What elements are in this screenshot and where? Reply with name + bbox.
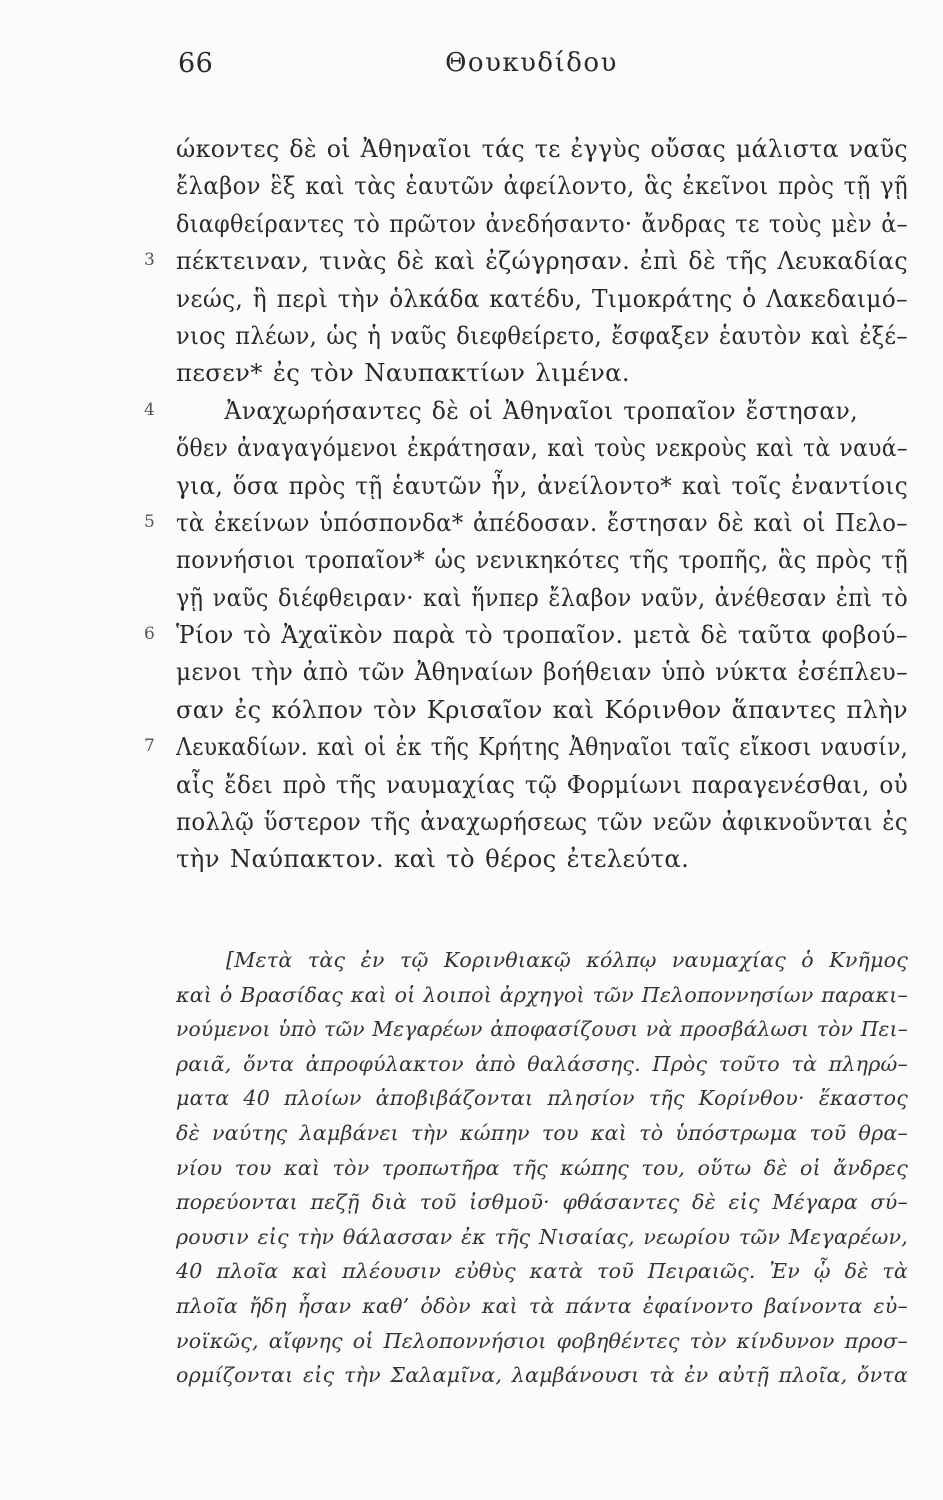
line-text: για, ὅσα πρὸς τῇ ἑαυτῶν ἦν, ἀνείλοντο* καὶ τοῖς ἐναντίοις: [176, 470, 908, 500]
text-line: [176, 317, 908, 354]
line-text: ὅθεν ἀναγαγόμενοι ἐκράτησαν, καὶ τοὺς νεκροὺς καὶ τὰ ναυά–: [176, 433, 908, 463]
text-line: [176, 167, 908, 204]
line-text: Λευκαδίων. καὶ οἱ ἐκ τῆς Κρήτης Ἀθηναῖοι ταῖς εἴκοσι ναυσίν,: [176, 732, 908, 762]
main-text: [144, 130, 908, 878]
text-line: [176, 691, 908, 728]
note-line-text: [Μετὰ τὰς ἐν τῷ Κορινθιακῷ κόλπῳ ναυμαχίας ὁ Κνῆμος: [226, 948, 908, 972]
text-line: [176, 840, 908, 877]
text-line: [176, 205, 908, 242]
text-line: [176, 280, 908, 317]
line-text: νεώς, ἣ περὶ τὴν ὁλκάδα κατέδυ, Τιμοκράτης ὁ Λακεδαιμό–: [176, 283, 908, 313]
note-line: [176, 1324, 908, 1359]
note-line: [176, 978, 908, 1013]
note-line: [176, 1220, 908, 1255]
note-line: [176, 1047, 908, 1082]
note-line-text: 40 πλοῖα καὶ πλέουσιν εὐθὺς κατὰ τοῦ Πειραιῶς. Ἐν ᾧ δὲ τὰ: [176, 1259, 908, 1284]
text-line: [176, 579, 908, 616]
note-line-text: νούμενοι ὑπὸ τῶν Μεγαρέων ἀποφασίζουσι νὰ προσβάλωσι τὸν Πει–: [176, 1017, 908, 1042]
line-text: ποννήσιοι τροπαῖον* ὡς νενικηκότες τῆς τροπῆς, ἃς πρὸς τῇ: [176, 545, 908, 575]
line-text: ἔλαβον ἓξ καὶ τὰς ἑαυτῶν ἀφείλοντο, ἃς ἐκεῖνοι πρὸς τῇ γῇ: [176, 171, 908, 201]
text-line: [176, 429, 908, 466]
line-text: Ἀναχωρήσαντες δὲ οἱ Ἀθηναῖοι τροπαῖον ἔστησαν,: [224, 395, 858, 425]
line-text: αἷς ἔδει πρὸ τῆς ναυμαχίας τῷ Φορμίωνι παραγενέσθαι, οὐ: [176, 769, 908, 799]
note-line: [176, 1012, 908, 1047]
note-line-text: ρουσιν εἰς τὴν θάλασσαν ἐκ τῆς Νισαίας, νεωρίου τῶν Μεγαρέων,: [176, 1224, 908, 1249]
section-number: 5: [144, 511, 156, 532]
line-text: νιος πλέων, ὡς ἡ ναῦς διεφθείρετο, ἔσφαξεν ἑαυτὸν καὶ ἐξέ–: [176, 320, 908, 350]
text-line: [176, 803, 908, 840]
section-number: 3: [144, 250, 156, 271]
note-line-text: πορεύονται πεζῇ διὰ τοῦ ἰσθμοῦ· φθάσαντες δὲ εἰς Μέγαρα σύ–: [176, 1190, 908, 1215]
text-line: [144, 616, 908, 653]
running-title: Θουκυδίδου: [445, 48, 618, 78]
note-line: [176, 1151, 908, 1186]
section-number: 4: [144, 399, 156, 420]
text-line: [176, 653, 908, 690]
page-header: [0, 48, 943, 88]
text-line: [144, 242, 908, 279]
note-line: [176, 1116, 908, 1151]
note-line: [176, 943, 908, 978]
note-line: [176, 1358, 908, 1393]
section-number: 6: [144, 624, 156, 645]
note-line-text: ματα 40 πλοίων ἀποβιβάζονται πλησίον τῆς Κορίνθου· ἕκαστος: [176, 1086, 908, 1111]
text-line: [176, 467, 908, 504]
line-text: τὴν Ναύπακτον. καὶ τὸ θέρος ἐτελεύτα.: [176, 844, 690, 874]
section-number: 7: [144, 736, 156, 757]
note-line-text: ραιᾶ, ὄντα ἀπροφύλακτον ἀπὸ θαλάσσης. Πρὸς τοῦτο τὰ πληρώ–: [176, 1051, 908, 1076]
note-line-text: ορμίζονται εἰς τὴν Σαλαμῖνα, λαμβάνουσι τὰ ἐν αὐτῇ πλοῖα, ὄντα: [176, 1363, 908, 1388]
text-line: [176, 766, 908, 803]
note-line: [176, 1254, 908, 1289]
text-line: [176, 130, 908, 167]
text-line: [144, 392, 908, 429]
note-line: [176, 1185, 908, 1220]
text-line: [144, 728, 908, 765]
note-line-text: καὶ ὁ Βρασίδας καὶ οἱ λοιποὶ ἀρχηγοὶ τῶν Πελοποννησίων παρακι–: [176, 982, 908, 1007]
page-number: 66: [178, 48, 214, 79]
line-text: διαφθείραντες τὸ πρῶτον ἀνεδήσαντο· ἄνδρας τε τοὺς μὲν ἀ–: [176, 208, 908, 238]
note-line: [176, 1289, 908, 1324]
line-text: πεσεν* ἐς τὸν Ναυπακτίων λιμένα.: [176, 358, 630, 388]
note-line-text: νίου του καὶ τὸν τροπωτῆρα τῆς κώπης του, οὕτω δὲ οἱ ἄνδρες: [176, 1155, 908, 1180]
line-text: σαν ἐς κόλπον τὸν Κρισαῖον καὶ Κόρινθον ἅπαντες πλὴν: [176, 694, 908, 724]
line-text: πέκτειναν, τινὰς δὲ καὶ ἐζώγρησαν. ἐπὶ δὲ τῆς Λευκαδίας: [176, 246, 908, 276]
line-text: γῇ ναῦς διέφθειραν· καὶ ἥνπερ ἔλαβον ναῦν, ἀνέθεσαν ἐπὶ τὸ: [176, 582, 908, 612]
line-text: τὰ ἐκείνων ὑπόσπονδα* ἀπέδοσαν. ἔστησαν δὲ καὶ οἱ Πελο–: [176, 507, 908, 537]
note-line: [176, 1081, 908, 1116]
text-line: [176, 541, 908, 578]
note-line-text: πλοῖα ἤδη ἦσαν καθ’ ὁδὸν καὶ τὰ πάντα ἐφαίνοντο βαίνοντα εὐ–: [176, 1293, 908, 1318]
editorial-note: [176, 943, 908, 1393]
text-line: [144, 504, 908, 541]
line-text: ώκοντες δὲ οἱ Ἀθηναῖοι τάς τε ἐγγὺς οὔσας μάλιστα ναῦς: [176, 134, 908, 163]
text-line: [176, 354, 908, 391]
note-line-text: δὲ ναύτης λαμβάνει τὴν κώπην του καὶ τὸ ὑπόστρωμα τοῦ θρα–: [176, 1120, 908, 1145]
line-text: Ῥίον τὸ Ἀχαϊκὸν παρὰ τὸ τροπαῖον. μετὰ δὲ ταῦτα φοβού–: [176, 620, 908, 650]
line-text: πολλῷ ὕστερον τῆς ἀναχωρήσεως τῶν νεῶν ἀφικνοῦνται ἐς: [176, 807, 908, 837]
line-text: μενοι τὴν ἀπὸ τῶν Ἀθηναίων βοήθειαν ὑπὸ νύκτα ἐσέπλευ–: [176, 657, 908, 687]
note-line-text: νοϊκῶς, αἴφνης οἱ Πελοποννήσιοι φοβηθέντες τὸν κίνδυνον προσ–: [176, 1328, 908, 1353]
